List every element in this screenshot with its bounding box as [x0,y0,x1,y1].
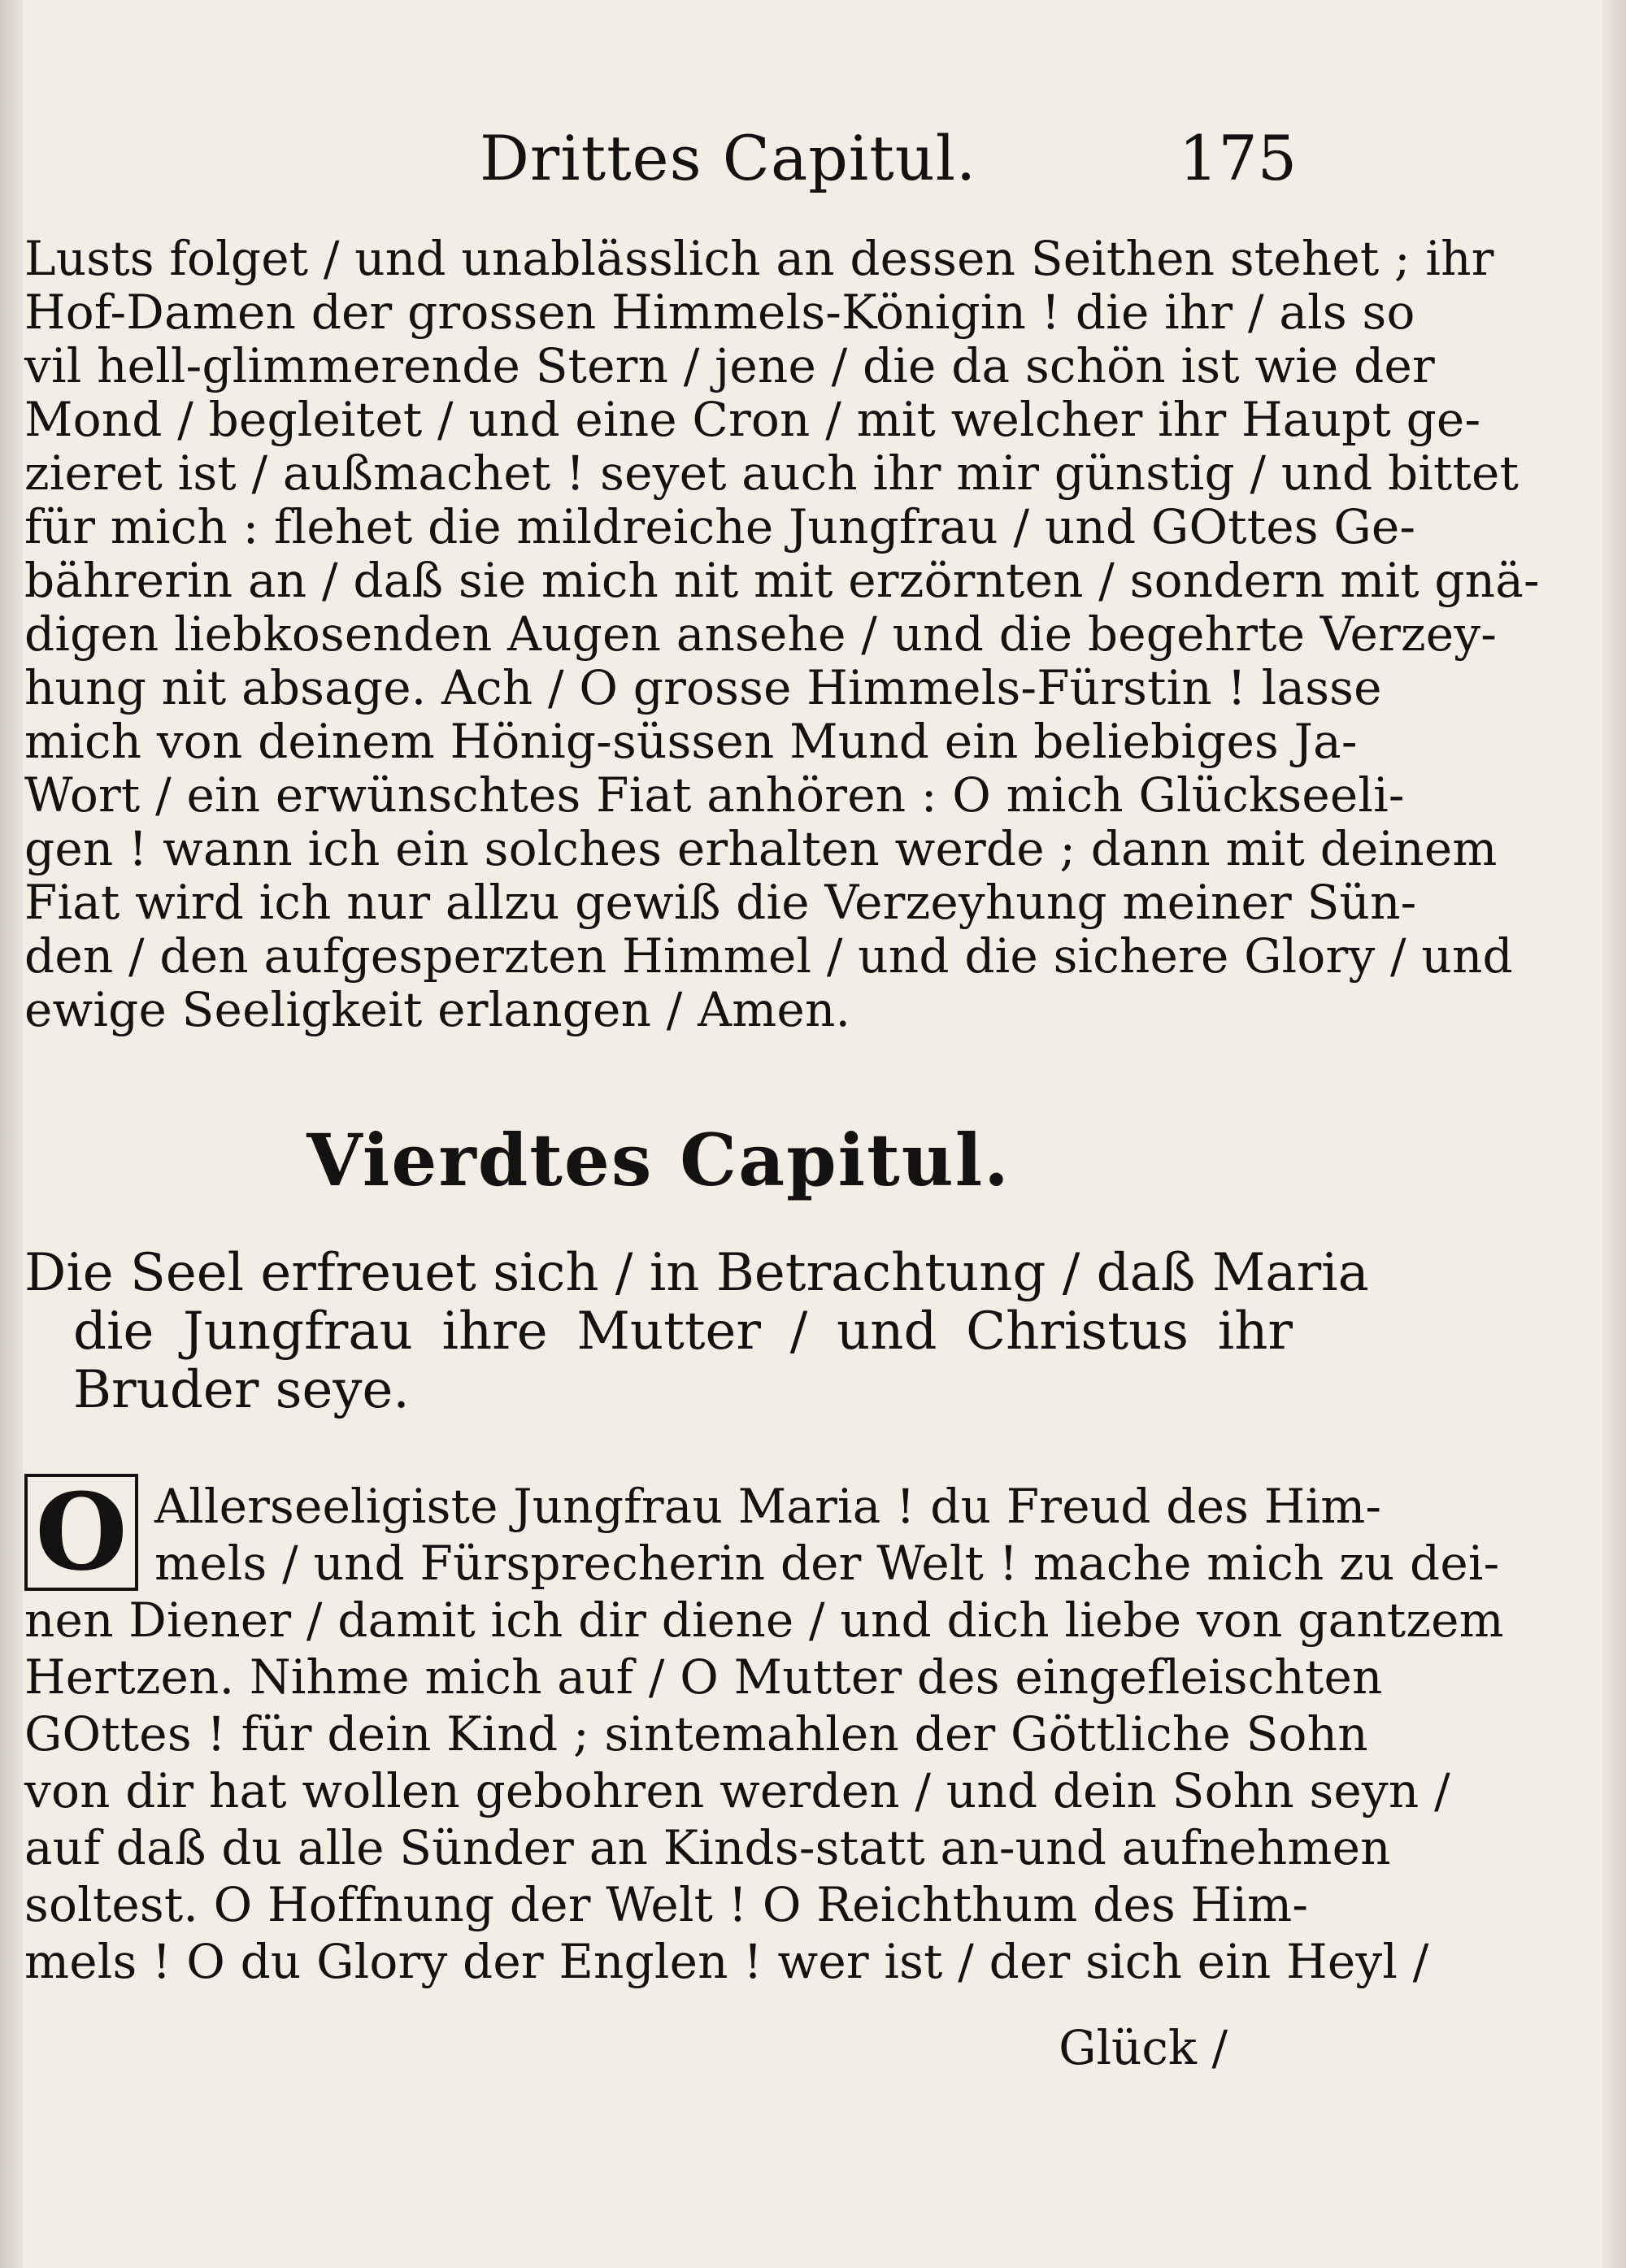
scan-left-edge [0,0,23,2268]
text-line: zieret ist / außmachet ! seyet auch ihr mir günstig / und bittet [24,445,1519,501]
text-line: bährerin an / daß sie mich nit mit erzörnten / sondern mit gnä- [24,553,1540,608]
text-line: für mich : flehet die mildreiche Jungfrau / und GOttes Ge- [24,499,1416,554]
text-line: Fiat wird ich nur allzu gewiß die Verzeyhung meiner Sün- [24,875,1417,930]
running-title: Drittes Capitul. [480,122,977,194]
text-line: soltest. O Hoffnung der Welt ! O Reichthum des Him- [24,1877,1309,1932]
text-line: ewige Seeligkeit erlangen / Amen. [24,982,851,1037]
text-line: Wort / ein erwünschtes Fiat anhören : O mich Glückseeli- [24,767,1405,823]
drop-cap-initial: O [24,1474,138,1591]
summary-line: Die Seel erfreuet sich / in Betrachtung / daß Maria [24,1243,1369,1303]
text-line: Hertzen. Nihme mich auf / O Mutter des eingefleischten [24,1649,1383,1705]
scan-right-edge [1602,0,1626,2268]
text-line: von dir hat wollen gebohren werden / und dein Sohn seyn / [24,1763,1450,1818]
text-line: Allerseeligiste Jungfrau Maria ! du Freud des Him- [154,1479,1382,1534]
text-line: Hof-Damen der grossen Himmels-Königin ! die ihr / als so [24,285,1415,340]
text-line: mels ! O du Glory der Englen ! wer ist / der sich ein Heyl / [24,1934,1429,1989]
book-page [24,98,1540,2081]
text-line: gen ! wann ich ein solches erhalten werde ; dann mit deinem [24,821,1498,876]
text-line: vil hell-glimmerende Stern / jene / die da schön ist wie der [24,338,1435,393]
text-line: mels / und Fürsprecherin der Welt ! mache mich zu dei- [154,1536,1500,1591]
text-line: mich von deinem Hönig-süssen Mund ein beliebiges Ja- [24,714,1358,769]
summary-line: die Jungfrau ihre Mutter / und Christus ihr [73,1301,1293,1362]
text-line: nen Diener / damit ich dir diene / und dich liebe von gantzem [24,1592,1504,1648]
summary-line: Bruder seye. [73,1360,410,1420]
text-line: Mond / begleitet / und eine Cron / mit welcher ihr Haupt ge- [24,392,1481,447]
text-line: auf daß du alle Sünder an Kinds-statt an-und aufnehmen [24,1820,1391,1875]
text-line: den / den aufgesperzten Himmel / und die sichere Glory / und [24,928,1513,984]
catchword: Glück / [1059,2020,1228,2075]
chapter-heading: Vierdtes Capitul. [307,1118,1011,1202]
page-number: 175 [1179,122,1298,194]
text-line: GOttes ! für dein Kind ; sintemahlen der Göttliche Sohn [24,1706,1368,1762]
text-line: digen liebkosenden Augen ansehe / und die begehrte Verzey- [24,606,1498,662]
page-header [24,114,1298,203]
text-line: Lusts folget / und unablässlich an dessen Seithen stehet ; ihr [24,231,1494,286]
text-line: hung nit absage. Ach / O grosse Himmels-Fürstin ! lasse [24,660,1382,715]
